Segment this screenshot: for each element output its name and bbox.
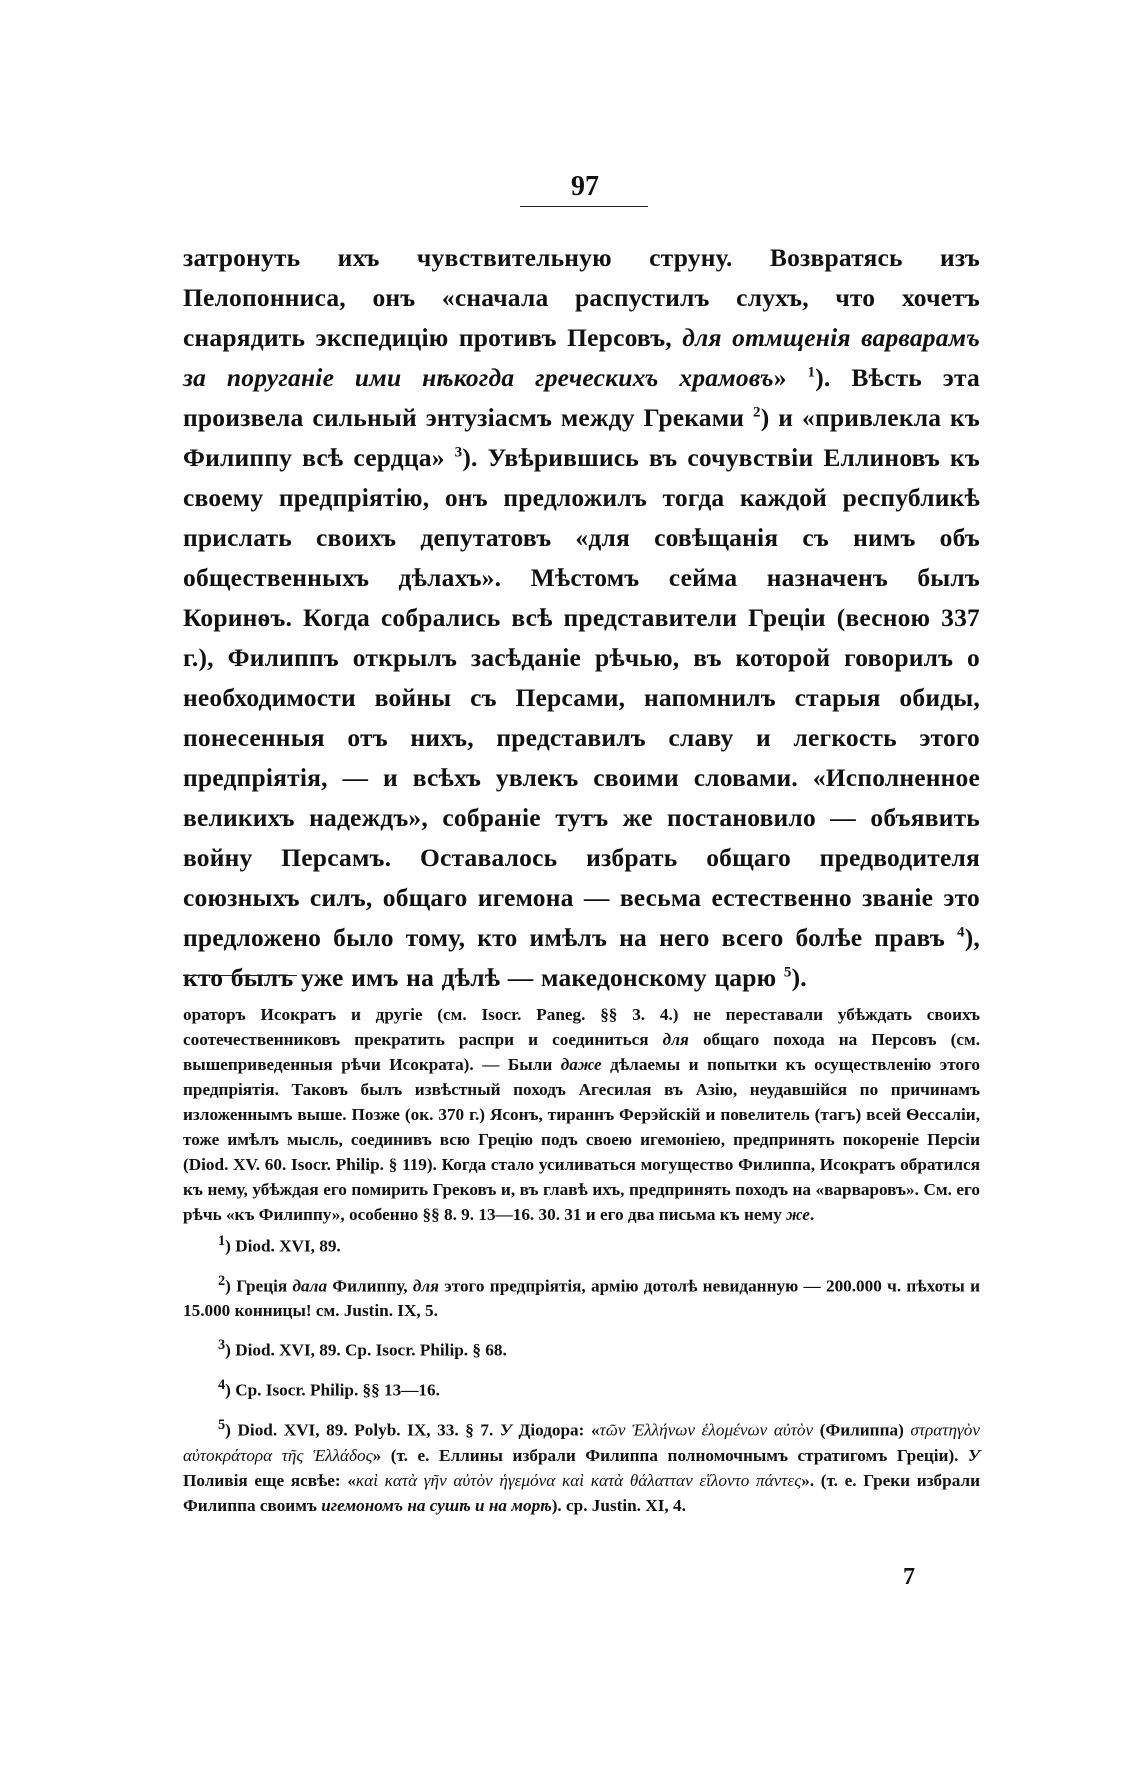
footnote-mark: 5 (783, 964, 792, 981)
footnote-text-run: этого предпріятія, армію дотолѣ невиданную — 200.000 ч. пѣхоты и 15.000 конницы! см. Justin. IX, 5. (183, 1276, 980, 1321)
greek-quote: τῶν Ἑλλήνων ἑλομένων αὐτὸν (599, 1420, 814, 1440)
footnote-text-run: Cp. Isocr. Philip. §§ 13—16. (235, 1380, 440, 1400)
footnote-italic-run: У (499, 1420, 512, 1440)
footnote-number: 4 (218, 1377, 226, 1394)
footnote-italic-run: даже (560, 1055, 602, 1074)
body-text-run: ). Вѣсть эта произвела сильный энтузіасмъ между Греками (183, 363, 981, 432)
footnote-text-run: ). ср. Justin. XI, 4. (551, 1495, 686, 1515)
footnote-text-run: Diod. XVI, 89. Polyb. IX, 33. § 7. (237, 1420, 500, 1440)
footnote-italic-run: дала (292, 1276, 328, 1296)
body-text-run: затронуть ихъ чувствительную струну. Возвратясь изъ Пелопонниса, онъ «сначала распустилъ слухъ, что хочетъ снарядить экспедицію противъ Персовъ, (183, 243, 980, 352)
body-italic-run: для отмщенія варварамъ за поруганіе ими нѣкогда греческихъ храмовъ (183, 323, 980, 392)
footnote-number: 5 (218, 1416, 226, 1433)
footnote-text-run: (Филиппа) (813, 1420, 911, 1440)
footnote-mark: 3 (454, 444, 463, 461)
footnote-text-run: Діодора: « (511, 1420, 600, 1440)
page-number: 97 (571, 171, 599, 202)
footnote-text-run: общаго похода на Персовъ (см. вышеприведенныя рѣчи Исократа). — Были (183, 1030, 980, 1074)
body-text-run: ) и «привлекла къ Филиппу всѣ сердца» (183, 403, 980, 472)
greek-quote: στρατηγὸν αὐτοκράτορα τῆς Ἑλλάδος (183, 1420, 980, 1465)
body-text-run: ). (791, 963, 807, 992)
footnote-mark: 2 (753, 404, 761, 421)
footnote-number: 1 (218, 1233, 226, 1249)
body-text-run: » (773, 363, 808, 392)
footnote-italic-run: же (786, 1205, 810, 1224)
footnote-1: $^1$) Diod. XVI, 89. (218, 1233, 341, 1256)
greek-quote: καὶ κατὰ γῆν αὐτὸν ἡγεμόνα καὶ κατὰ θάλατταν εἵλοντο πάντες (355, 1470, 802, 1490)
footnote-italic-run: игемономъ на сушѣ и на морѣ (321, 1495, 552, 1515)
footnote-text-run: ораторъ Исократъ и другіе (см. Isocr. Paneg. §§ 3. 4.) не переставали убѣждать своихъ соотечественниковъ прекратить распри и соединиться (183, 1005, 980, 1049)
footnote-5: $^5$) Diod. XVI, 89. Polyb. IX, 33. § 7. У Діодора: «τῶν Ἑλλήνων ἑλομένων αὐτὸν (Филиппа) στρατηγὸν αὐτοκράτορα τῆς Ἑλλάδος» (т. е. Еллины избрали Филиппа полномочнымъ стратигомъ Греціи). У Поливія еще ясвѣе: «καὶ κατὰ γῆν αὐτὸν ἡγεμόνα καὶ κατὰ θάλατταν εἵλοντο πάντες». (т. е. Греки избрали Филиппа своимъ игемономъ на сушѣ и на морѣ). ср. Justin. XI, 4. (183, 1416, 980, 1515)
footnote-italic-run: для (412, 1276, 440, 1296)
footnote-number: 3 (218, 1337, 226, 1354)
footnote-text-run: Diod. XVI, 89. (235, 1236, 341, 1256)
footnote-4: $^4$) Cp. Isocr. Philip. §§ 13—16. (218, 1377, 440, 1400)
footnote-text-run: Поливія еще ясвѣе: « (183, 1470, 356, 1490)
footnote-2: $^2$) Греція дала Филиппу, для этого предпріятія, армію дотолѣ невиданную — 200.000 ч. пѣхоты и 15.000 конницы! см. Justin. IX, 5. (183, 1272, 980, 1321)
footnote-number: 2 (218, 1272, 226, 1289)
body-text-run: ). Увѣрившись въ сочувствіи Еллиновъ къ своему предпріятію, онъ предложилъ тогда каждой республикѣ прислать своихъ депутатовъ «для совѣщанія съ нимъ объ общественныхъ дѣлахъ». Мѣстомъ сейма назначенъ былъ Коринѳъ. Когда собрались всѣ представители Греціи (весною 337 г.), Филиппъ открылъ засѣданіе рѣчью, въ которой говорилъ о необходимости войны съ Персами, напомнилъ старыя обиды, понесенныя отъ нихъ, представилъ славу и легкость этого предпріятія, — и всѣхъ увлекъ своими словами. «Исполненное великихъ надеждъ», собраніе тутъ же постановило — объявить войну Персамъ. Оставалось избрать общаго предводителя союзныхъ силъ, общаго игемона — весьма естественно званіе это предложено было тому, кто имѣлъ на него всего болѣе правъ (183, 443, 980, 952)
footnote-italic-run: У (968, 1445, 980, 1465)
footnote-text-run: » (т. е. Еллины избрали Филиппа полномочнымъ стратигомъ Греціи). (372, 1445, 969, 1465)
footnote-mark: 1 (807, 364, 816, 381)
body-text-run: ), кто былъ уже имъ на дѣлѣ — македонскому царю (183, 923, 980, 992)
footnote-continuation (183, 1002, 980, 1227)
footnote-text-run: Греція (236, 1276, 293, 1296)
header-rule (520, 206, 648, 207)
footnote-rule (183, 975, 297, 976)
footnote-italic-run: для (662, 1030, 689, 1049)
footnote-text-run: Филиппу, (327, 1276, 413, 1296)
footnote-text-run: Diod. XVI, 89. Cp. Isocr. Philip. § 68. (235, 1341, 507, 1361)
footnote-text-run: . (809, 1205, 815, 1224)
body-paragraph (183, 238, 980, 998)
footnote-mark: 4 (957, 924, 965, 941)
footnote-text-run: ». (т. е. Греки избрали Филиппа своимъ (183, 1470, 980, 1515)
footnotes (183, 1002, 980, 1518)
footnote-3: $^3$) Diod. XVI, 89. Cp. Isocr. Philip. § 68. (218, 1337, 507, 1361)
footnote-text-run: дѣлаемы и попытки къ осуществленію этого предпріятія. Таковъ былъ извѣстный походъ Агесилая въ Азію, неудавшійся по причинамъ изложеннымъ выше. Позже (ок. 370 г.) Ясонъ, тираннъ Ферэйскій и повелитель (тагъ) всей Ѳессаліи, тоже имѣлъ мысль, соединивъ всю Грецію подъ своею игемоніею, предпринять покореніе Персіи (Diod. XV. 60. Isocr. Philip. § 119). Когда стало усиливаться могущество Филиппа, Исократъ обратился къ нему, убѣждая его помирить Грековъ и, въ главѣ ихъ, предпринять походъ на «варваровъ». См. его рѣчь «къ Филиппу», особенно §§ 8. 9. 13—16. 30. 31 и его два письма къ нему (183, 1055, 980, 1224)
signature-number: 7 (903, 1564, 915, 1590)
